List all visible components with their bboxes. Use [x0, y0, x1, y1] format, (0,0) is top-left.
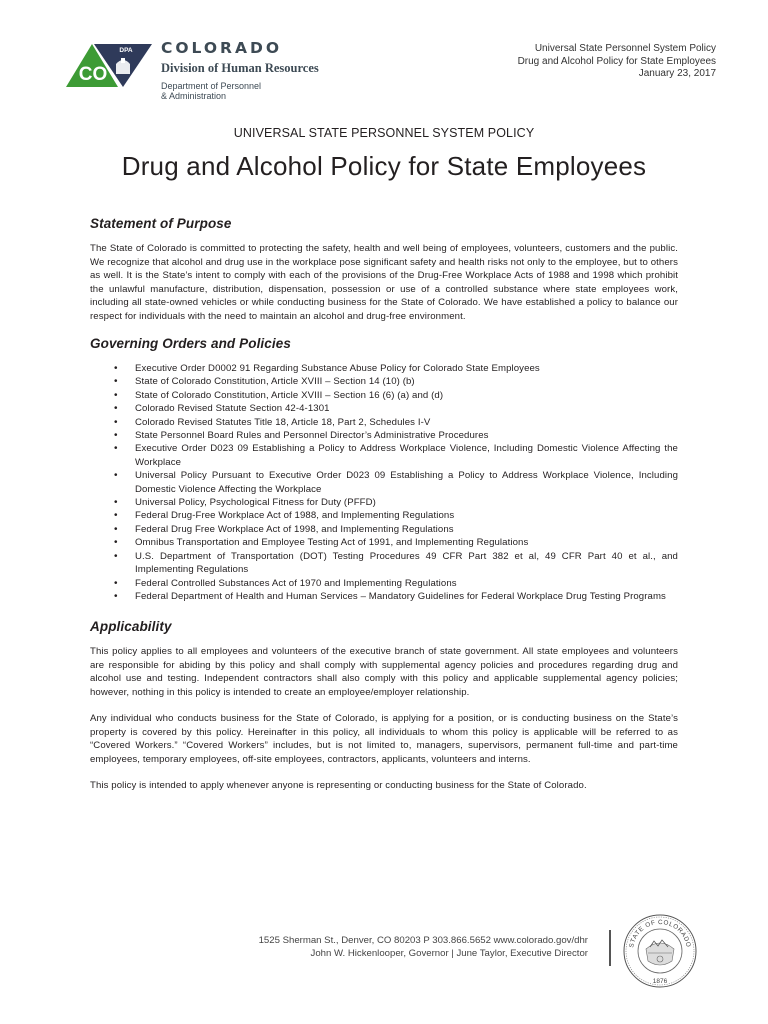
logo-department-line2: & Administration — [161, 91, 227, 101]
logo-division-name: Division of Human Resources — [161, 61, 319, 75]
header-date: January 23, 2017 — [638, 68, 716, 79]
list-item: • State Personnel Board Rules and Personnel Director’s Administrative Procedures — [90, 429, 678, 442]
list-item: • Federal Drug-Free Workplace Act of 1988, and Implementing Regulations — [90, 509, 678, 522]
logo-colorado-wordmark: COLORADO — [161, 39, 283, 57]
list-item: • Omnibus Transportation and Employee Testing Act of 1991, and Implementing Regulations — [90, 536, 678, 549]
colorado-dhr-logo — [64, 40, 354, 112]
list-item: • State of Colorado Constitution, Article XVIII – Section 16 (6) (a) and (d) — [90, 389, 678, 402]
list-item: • Federal Controlled Substances Act of 1970 and Implementing Regulations — [90, 577, 678, 590]
governing-policies-list — [90, 362, 678, 603]
footer-address: 1525 Sherman St., Denver, CO 80203 P 303.866.5652 www.colorado.gov/dhr — [258, 935, 588, 946]
policy-kicker: UNIVERSAL STATE PERSONNEL SYSTEM POLICY — [233, 126, 535, 140]
applicability-paragraph-3: This policy is intended to apply whenever anyone is representing or conducting business for the State of Colorado. — [90, 780, 587, 792]
list-item: • State of Colorado Constitution, Article XVIII – Section 14 (10) (b) — [90, 375, 678, 388]
applicability-paragraph-1: This policy applies to all employees and volunteers of the executive branch of state government. All state employees and volunteers are responsible for abiding by this policy and shall comply with supplemental agency policies and procedures regarding drug and alcohol use and testing. Independent contractors shall also comply with this policy and applicable supplemental agency policies; however, nothing in this policy is intended to create an employee/employer relationship. — [90, 646, 678, 698]
logo-co-text: CO — [78, 64, 108, 85]
logo-department — [161, 81, 319, 101]
page-footer — [150, 935, 588, 960]
list-item: • Federal Drug Free Workplace Act of 1998, and Implementing Regulations — [90, 523, 678, 536]
list-item: • U.S. Department of Transportation (DOT) Testing Procedures 49 CFR Part 382 et al, 49 CFR Part 40 et al., and Implementing Regulations — [90, 550, 678, 577]
purpose-paragraph: The State of Colorado is committed to protecting the safety, health and well being of employees, volunteers, customers and the public. We recognize that alcohol and drug use in the workplace pose significant safety and health risks not only to the employee, but to others as well. It is the State’s intent to comply with each of the provisions of the Drug-Free Workplace Acts of 1988 and 1998 which prohibit the unlawful manufacture, distribution, dispensation, possession or use of a controlled substance where state employees work, including all state-owned vehicles or while conducting business for the State of Colorado. We have established a policy to balance our respect for individuals with the need to maintain an alcohol and drug-free environment. — [90, 243, 678, 322]
state-seal-icon — [622, 913, 698, 989]
seal-year: 1876 — [652, 978, 668, 985]
list-item: • Universal Policy Pursuant to Executive Order D023 09 Establishing a Policy to Address Workplace Violence, Including Domestic Violence Affecting the Workplace — [90, 469, 678, 496]
list-item: • Executive Order D0002 91 Regarding Substance Abuse Policy for Colorado State Employees — [90, 362, 678, 375]
document-header-meta — [518, 43, 716, 81]
document-body — [90, 216, 678, 806]
logo-dpa-text: DPA — [119, 47, 133, 54]
applicability-paragraph-2: Any individual who conducts business for the State of Colorado, is applying for a position, or is conducting business on the State’s property is covered by this policy. Hereinafter in this policy, all individuals to whom this policy is applicable will be referred to as “Covered Workers.” “Covered Workers” includes, but is not limited to, managers, supervisors, permanent full-time and part-time employees, temporary employees, off-site employees, contractors, applicants, volunteers and interns. — [90, 713, 678, 765]
list-item: • Universal Policy, Psychological Fitness for Duty (PFFD) — [90, 496, 678, 509]
header-policy-line: Universal State Personnel System Policy — [534, 43, 716, 54]
list-item: • Colorado Revised Statute Section 42-4-1301 — [90, 402, 678, 415]
list-item: • Colorado Revised Statutes Title 18, Article 18, Part 2, Schedules I-V — [90, 416, 678, 429]
seal-text: STATE OF COLORADO — [628, 918, 692, 949]
colorado-triangle-logo-icon — [64, 42, 154, 90]
footer-officials: John W. Hickenlooper, Governor | June Taylor, Executive Director — [310, 947, 588, 959]
section-heading-governing: Governing Orders and Policies — [90, 336, 291, 351]
logo-department-line1: Department of Personnel — [161, 81, 262, 91]
list-item: • Executive Order D023 09 Establishing a Policy to Address Workplace Violence, Including Domestic Violence Affecting the Workplace — [90, 442, 678, 469]
section-heading-purpose: Statement of Purpose — [90, 216, 232, 231]
footer-divider — [609, 930, 611, 966]
page-title: Drug and Alcohol Policy for State Employees — [121, 151, 647, 181]
section-heading-applicability: Applicability — [90, 619, 172, 635]
header-title-line: Drug and Alcohol Policy for State Employees — [517, 55, 716, 67]
list-item: • Federal Department of Health and Human Services – Mandatory Guidelines for Federal Workplace Drug Testing Programs — [90, 590, 678, 603]
